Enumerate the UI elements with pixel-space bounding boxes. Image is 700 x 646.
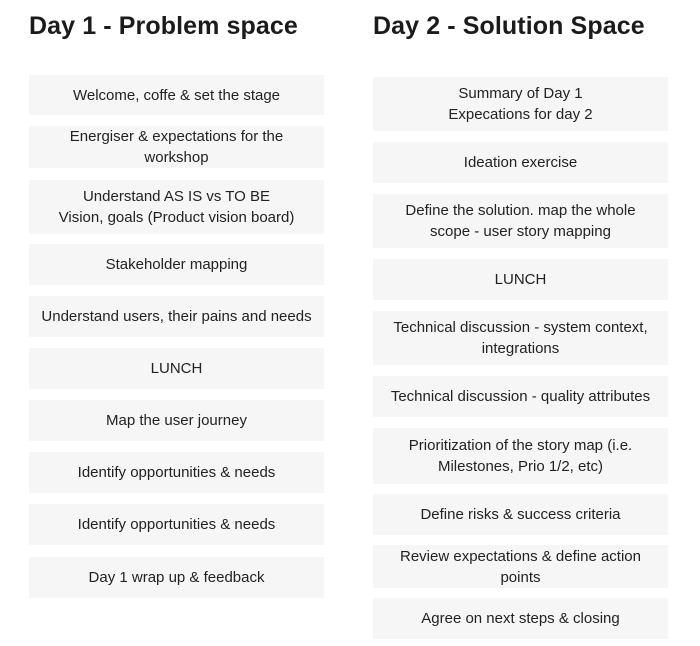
agenda-item-text: Identify opportunities & needs (77, 516, 276, 533)
day-2-agenda-item-10 (373, 598, 668, 639)
agenda-item-text: Welcome, coffe & set the stage (72, 86, 281, 104)
day-2-agenda-item-6 (373, 376, 668, 417)
day-2-agenda-item-3 (373, 194, 668, 248)
agenda-item-text: Technical discussion - system context, integrations (393, 319, 648, 357)
agenda-item-text: Agree on next steps & closing (421, 610, 620, 627)
agenda-item-text: Technical discussion - quality attributes (390, 388, 651, 405)
day-1-agenda-item-8 (29, 452, 324, 493)
agenda-item-text: Review expectations & define action points (400, 547, 641, 586)
agenda-item-text: Understand users, their pains and needs (41, 308, 312, 325)
day-1-agenda-item-2 (29, 126, 324, 168)
day-1-agenda-item-5 (29, 296, 324, 337)
agenda-item-text: Stakeholder mapping (105, 256, 248, 273)
day-1-agenda-item-1 (29, 75, 324, 115)
agenda-item-text: Summary of Day 1 Expecations for day 2 (448, 85, 593, 123)
agenda-item-text: Identify opportunities & needs (77, 464, 276, 481)
day-2-agenda-item-7 (373, 428, 668, 484)
day-1-agenda-item-4 (29, 244, 324, 285)
day-2-agenda-item-8 (373, 494, 668, 535)
day-1-agenda-item-3 (29, 180, 324, 234)
agenda-item-text: Energiser & expectations for the workshop (69, 128, 284, 166)
agenda-item-text: LUNCH (494, 271, 547, 288)
agenda-item-text: Prioritization of the story map (i.e. Milestones, Prio 1/2, etc) (408, 437, 633, 475)
agenda-item-text: LUNCH (150, 360, 203, 377)
agenda-item-text: Understand AS IS vs TO BE Vision, goals (Product vision board) (58, 188, 295, 226)
day-1-agenda-item-7 (29, 400, 324, 441)
day-2-agenda-item-2 (373, 142, 668, 183)
day-2-agenda-item-4 (373, 259, 668, 300)
agenda-item-text: Ideation exercise (463, 154, 578, 171)
day-1-agenda-item-9 (29, 504, 324, 545)
day-2-agenda-item-1 (373, 77, 668, 131)
day-2-agenda-item-5 (373, 311, 668, 365)
agenda-item-text: Define risks & success criteria (420, 506, 621, 523)
day-1-agenda-item-10 (29, 557, 324, 598)
day-1-agenda-item-6 (29, 348, 324, 389)
day-2-agenda-item-9 (373, 545, 668, 588)
agenda-item-text: Define the solution. map the whole scope - user story mapping (405, 202, 636, 240)
day-1-title: Day 1 - Problem space (29, 12, 298, 40)
agenda-item-text: Day 1 wrap up & feedback (88, 569, 265, 586)
day-2-title: Day 2 - Solution Space (373, 12, 645, 40)
agenda-item-text: Map the user journey (106, 412, 247, 429)
